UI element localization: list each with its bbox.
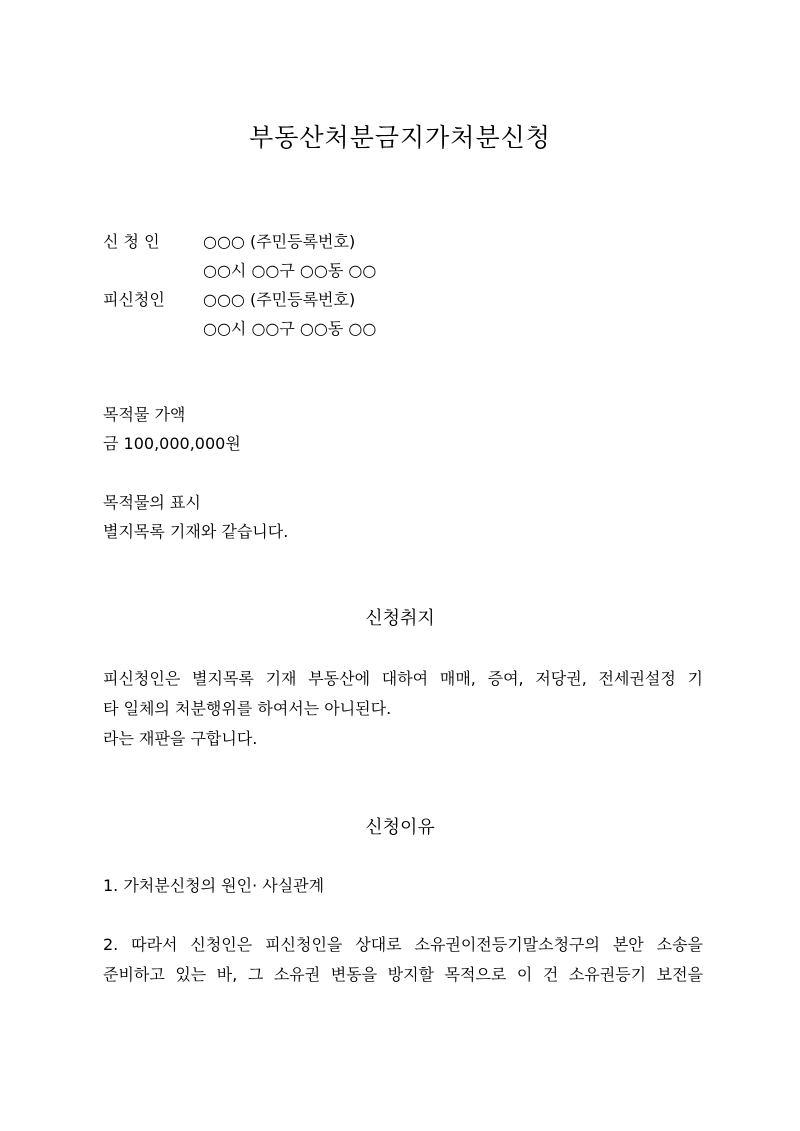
applicant-label: 신 청 인 [103, 232, 160, 251]
applicant-name: ○○○ (주민등록번호) [203, 232, 356, 251]
document-title: 부동산처분금지가처분신청 [249, 123, 551, 152]
applicant-block [103, 227, 376, 285]
respondent-name: ○○○ (주민등록번호) [203, 290, 356, 309]
object-display-label: 목적물의 표시 [103, 493, 201, 512]
purpose-line-2: 타 일체의 처분행위를 하여서는 아니된다. [103, 699, 392, 718]
object-value-label: 목적물 가액 [103, 405, 186, 424]
applicant-address: ○○시 ○○구 ○○동 ○○ [203, 261, 377, 280]
respondent-block [103, 285, 376, 343]
reasons-item-1 [103, 871, 703, 901]
reasons-item-2 [103, 930, 703, 990]
purpose-heading: 신청취지 [365, 608, 435, 629]
respondent-address: ○○시 ○○구 ○○동 ○○ [203, 319, 377, 338]
purpose-line-3: 라는 재판을 구합니다. [103, 729, 258, 748]
reason-1-text: 1. 가처분신청의 원인· 사실관계 [103, 876, 325, 895]
object-value-amount: 금 100,000,000원 [103, 434, 241, 453]
purpose-paragraph [103, 664, 703, 754]
reasons-heading: 신청이유 [365, 817, 435, 838]
purpose-line-1: 피신청인은 별지목록 기재 부동산에 대하여 매매, 증여, 저당권, 전세권설정 기 [103, 669, 703, 688]
reason-2-line-2: 준비하고 있는 바, 그 소유권 변동을 방지할 목적으로 이 건 소유권등기 보전을 [103, 965, 703, 984]
respondent-label: 피신청인 [103, 290, 165, 309]
object-display-value: 별지목록 기재와 같습니다. [103, 522, 289, 541]
reason-2-line-1: 2. 따라서 신청인은 피신청인을 상대로 소유권이전등기말소청구의 본안 소송을 [103, 935, 703, 954]
object-value-section [103, 400, 703, 458]
object-display-section [103, 488, 703, 546]
